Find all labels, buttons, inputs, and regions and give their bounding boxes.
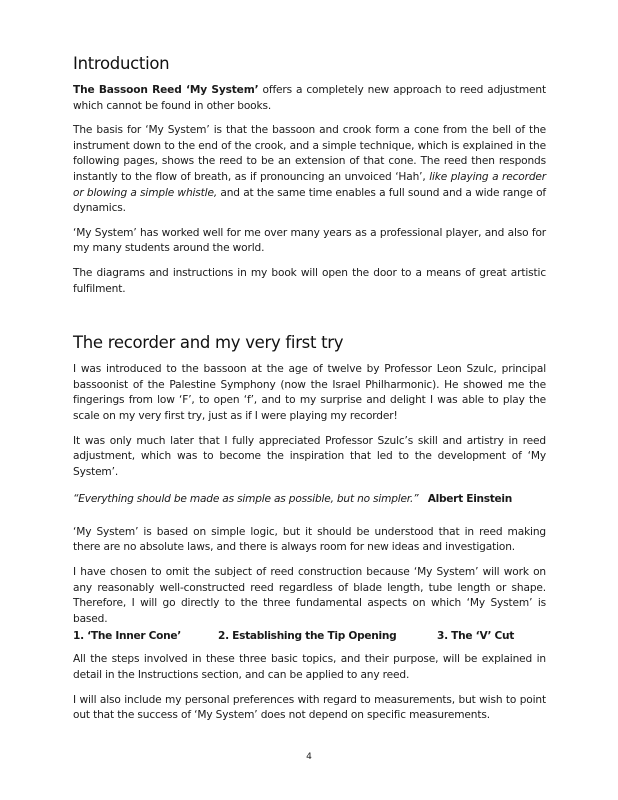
- topics-list: [73, 629, 546, 643]
- topic-item: 2. Establishing the Tip Opening: [218, 630, 397, 643]
- recorder-paragraph-2: It was only much later that I fully appreciated Professor Szulc’s skill and artistry in reed adjustment, which was to become the inspiration that led to the development of ‘My System’.: [73, 434, 546, 478]
- quote-text: “Everything should be made as simple as possible, but no simpler.”: [73, 493, 419, 506]
- topic-item: 3. The ‘V’ Cut: [437, 630, 515, 643]
- recorder-paragraph-5: All the steps involved in these three basic topics, and their purpose, will be explained in detail in the Instructions section, and can be applied to any reed.: [73, 653, 546, 682]
- recorder-paragraph-3: ‘My System’ is based on simple logic, but it should be understood that in reed making there are no absolute laws, and there is always room for new ideas and investigation.: [73, 525, 546, 554]
- page-number: 4: [306, 752, 312, 762]
- recorder-paragraph-6: I will also include my personal preferences with regard to measurements, but wish to point out that the success of ‘My System’ does not depend on specific measurements.: [73, 693, 546, 722]
- section-recorder: [73, 333, 546, 724]
- recorder-paragraph-1: I was introduced to the bassoon at the age of twelve by Professor Leon Szulc, principal bassoonist of the Palestine Symphony (now the Israel Philharmonic). He showed me the fingerings from low ‘F’, to open ‘f’, and to my surprise and delight I was able to play the scale on my very first try, just as if I were playing my recorder!: [73, 363, 546, 422]
- intro-paragraph-4: The diagrams and instructions in my book will open the door to a means of great artistic fulfilment.: [73, 266, 546, 295]
- intro-paragraph-3: ‘My System’ has worked well for me over many years as a professional player, and also for my many students around the world.: [73, 226, 546, 255]
- recorder-paragraph-4: I have chosen to omit the subject of reed construction because ‘My System’ will work on any reasonably well-constructed reed regardless of blade length, tube length or shape. Therefore, I will go directly to the three fundamental aspects on which ‘My System’ is based.: [73, 566, 546, 625]
- intro-paragraph-1: The Bassoon Reed ‘My System’ offers a completely new approach to reed adjustment which cannot be found in other books.: [73, 84, 546, 112]
- italic-phrase: like playing a recorder or blowing a simple whistle,: [73, 170, 546, 199]
- page-content: [73, 54, 546, 733]
- quote-author: Albert Einstein: [427, 493, 512, 506]
- intro-paragraph-2: The basis for ‘My System’ is that the bassoon and crook form a cone from the bell of the instrument down to the end of the crook, and a simple technique, which is explained in the following pages, shows the reed to be an extension of that cone. The reed then responds instantly to the flow of breath, as if pronouncing an unvoiced ‘Hah’, like playing a recorder or blowing a simple whistle, and at the same time enables a full sound and a wide range of dynamics.: [73, 124, 546, 215]
- heading-recorder: The recorder and my very first try: [73, 333, 344, 353]
- heading-introduction: Introduction: [73, 54, 170, 73]
- topic-item: 1. ‘The Inner Cone’: [73, 630, 181, 643]
- einstein-quote: [73, 492, 546, 508]
- book-title: The Bassoon Reed ‘My System’: [73, 84, 259, 96]
- section-introduction: [73, 54, 546, 297]
